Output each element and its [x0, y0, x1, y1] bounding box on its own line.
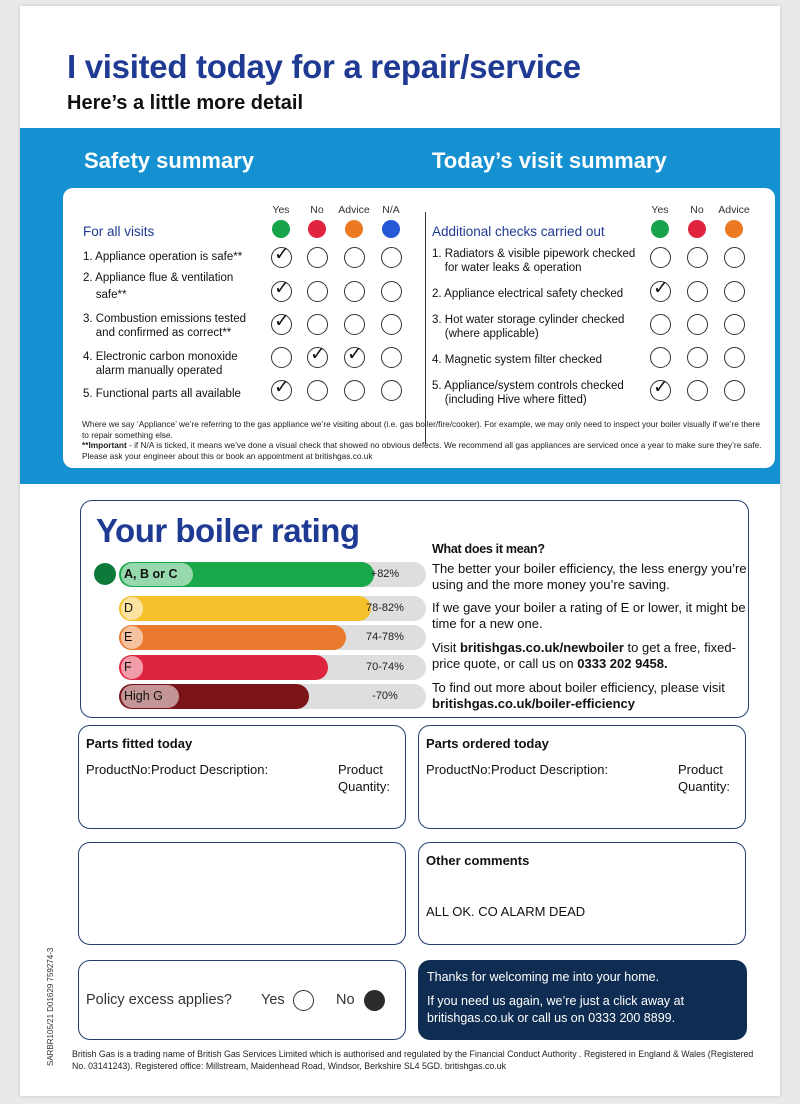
other-comments-text: ALL OK. CO ALARM DEAD — [426, 904, 586, 919]
safety-5-no-checkbox[interactable] — [307, 380, 328, 401]
disclaimer-line1: Where we say ‘Appliance’ we’re referring to the gas appliance we’re visiting about (i.e. gas boiler/fire/cooker). For example, we may only need to inspect your boiler visually if we’re there to repair something else. — [82, 419, 761, 440]
thanks-line1: Thanks for welcoming me into your home. — [427, 970, 660, 984]
safety-1-na-checkbox[interactable] — [381, 247, 402, 268]
other-comments-title: Other comments — [426, 853, 530, 868]
form-code: SARBR105/21 D01629 759274-3 — [46, 947, 55, 1066]
safety-2-no-checkbox[interactable] — [307, 281, 328, 302]
safety-section-label: For all visits — [83, 224, 155, 239]
page-subtitle: Here’s a little more detail — [67, 92, 304, 114]
parts-ordered-col1: ProductNo:Product Description: — [426, 762, 609, 777]
safety-col-na: N/A — [382, 204, 400, 216]
visit-4-yes-checkbox[interactable] — [650, 347, 671, 368]
parts-ordered-title: Parts ordered today — [426, 736, 549, 751]
visit-item-4: 4. Magnetic system filter checked — [432, 354, 603, 366]
yes-color-dot — [272, 220, 290, 238]
parts-fitted-title: Parts fitted today — [86, 736, 193, 751]
safety-item-2: 2. Appliance flue & ventilation safe** — [83, 272, 234, 301]
policy-no-label: No — [336, 992, 355, 1008]
safety-4-no-checkbox[interactable] — [307, 347, 328, 368]
visit-2-advice-checkbox[interactable] — [724, 281, 745, 302]
advice-color-dot — [345, 220, 363, 238]
safety-col-no: No — [310, 204, 324, 216]
selected-rating-marker — [94, 563, 116, 585]
visit-item-1: 1. Radiators & visible pipework checked for water leaks & operation — [432, 248, 636, 274]
safety-2-na-checkbox[interactable] — [381, 281, 402, 302]
panel-divider — [425, 212, 426, 444]
boiler-rating-title: Your boiler rating — [96, 512, 360, 549]
safety-4-na-checkbox[interactable] — [381, 347, 402, 368]
rating-band-label: High G — [124, 689, 163, 703]
rating-band-range: 70-74% — [366, 661, 404, 673]
visit-5-advice-checkbox[interactable] — [724, 380, 745, 401]
visit-2-yes-checkbox[interactable] — [650, 281, 671, 302]
p3-middle: to get a free, fixed-price quote, or call us on — [432, 640, 736, 671]
rating-band-bar — [119, 625, 346, 650]
safety-5-advice-checkbox[interactable] — [344, 380, 365, 401]
parts-fitted-col2-l1: Product — [338, 762, 383, 777]
policy-yes-label: Yes — [261, 992, 285, 1008]
visit-col-yes: Yes — [651, 204, 669, 216]
visit-col-no: No — [690, 204, 704, 216]
visit-2-no-checkbox[interactable] — [687, 281, 708, 302]
rating-band-range: 74-78% — [366, 631, 404, 643]
na-color-dot — [382, 220, 400, 238]
rating-explainer-2: If we gave your boiler a rating of E or lower, it might be time for a new one. — [432, 600, 746, 631]
rating-explainer-1: The better your boiler efficiency, the less energy you’re using and the more money you’re saving. — [432, 561, 747, 592]
policy-excess-label: Policy excess applies? — [86, 992, 232, 1008]
safety-3-yes-checkbox[interactable] — [271, 314, 292, 335]
visit-1-advice-checkbox[interactable] — [724, 247, 745, 268]
parts-fitted-col2-l2: Quantity: — [338, 779, 391, 794]
visit-item-3: 3. Hot water storage cylinder checked (where applicable) — [432, 314, 625, 340]
disclaimer-line2: - if N/A is ticked, it means we’ve done a visual check that showed no obvious defects. We recommend all gas appliances are serviced once a year to make sure they’re safe. Please ask your engineer about this or book an appointment at britishgas.co.uk — [82, 440, 762, 461]
rating-band-bar — [119, 655, 328, 680]
page-title: I visited today for a repair/service — [67, 48, 581, 85]
rating-band-label: D — [124, 601, 134, 615]
safety-summary-heading: Safety summary — [84, 148, 254, 173]
thanks-line3: britishgas.co.uk or call us on 0333 200 8899. — [427, 1011, 676, 1025]
safety-item-1: 1. Appliance operation is safe** — [83, 251, 243, 263]
blank-box — [78, 842, 406, 945]
rating-band-bar — [119, 596, 371, 621]
rating-band-range: 78-82% — [366, 602, 404, 614]
safety-item-5: 5. Functional parts all available — [83, 388, 241, 400]
rating-band-range: -70% — [372, 690, 398, 702]
policy-yes-radio[interactable] — [293, 990, 314, 1011]
safety-5-na-checkbox[interactable] — [381, 380, 402, 401]
safety-1-no-checkbox[interactable] — [307, 247, 328, 268]
safety-4-yes-checkbox[interactable] — [271, 347, 292, 368]
policy-no-radio-selected[interactable] — [364, 990, 385, 1011]
parts-ordered-col2-l1: Product — [678, 762, 723, 777]
document-page — [20, 6, 780, 1096]
thanks-line2: If you need us again, we’re just a click away at — [427, 994, 685, 1008]
rating-band-label: A, B or C — [124, 567, 178, 581]
no-color-dot — [308, 220, 326, 238]
visit-5-no-checkbox[interactable] — [687, 380, 708, 401]
safety-2-yes-checkbox[interactable] — [271, 281, 292, 302]
visit-3-advice-checkbox[interactable] — [724, 314, 745, 335]
safety-item-4: 4. Electronic carbon monoxide alarm manually operated — [83, 351, 238, 377]
rating-band-label: F — [124, 660, 132, 674]
visit-1-no-checkbox[interactable] — [687, 247, 708, 268]
safety-5-yes-checkbox[interactable] — [271, 380, 292, 401]
safety-col-advice: Advice — [338, 204, 370, 216]
rating-band-label: E — [124, 630, 133, 644]
disclaimer-important-label: **Important — [82, 440, 127, 450]
visit-no-color-dot — [688, 220, 706, 238]
safety-1-advice-checkbox[interactable] — [344, 247, 365, 268]
safety-2-advice-checkbox[interactable] — [344, 281, 365, 302]
parts-fitted-col1: ProductNo:Product Description: — [86, 762, 269, 777]
safety-1-yes-checkbox[interactable] — [271, 247, 292, 268]
visit-4-advice-checkbox[interactable] — [724, 347, 745, 368]
rating-band-range: +82% — [370, 568, 400, 580]
visit-summary-heading: Today’s visit summary — [432, 148, 667, 173]
safety-item-3: 3. Combustion emissions tested and confirmed as correct** — [83, 313, 246, 339]
parts-ordered-col2-l2: Quantity: — [678, 779, 731, 794]
visit-section-label: Additional checks carried out — [432, 224, 605, 239]
safety-3-na-checkbox[interactable] — [381, 314, 402, 335]
visit-1-yes-checkbox[interactable] — [650, 247, 671, 268]
safety-3-advice-checkbox[interactable] — [344, 314, 365, 335]
legal-footer: British Gas is a trading name of British Gas Services Limited which is authorised and regulated by the Financial Conduct Authority . Registered in England & Wales (Registered No. 03141243). Registered office: Millstream, Maidenhead Road, Windsor, Berkshire SL4 5GD. britishgas.co.uk — [72, 1049, 754, 1071]
visit-col-advice: Advice — [718, 204, 750, 216]
disclaimer-text — [82, 419, 762, 461]
visit-3-no-checkbox[interactable] — [687, 314, 708, 335]
visit-advice-color-dot — [725, 220, 743, 238]
visit-item-5: 5. Appliance/system controls checked (including Hive where fitted) — [432, 380, 624, 406]
newboiler-link[interactable]: britishgas.co.uk/newboiler — [459, 640, 624, 655]
safety-4-advice-checkbox[interactable] — [344, 347, 365, 368]
visit-3-yes-checkbox[interactable] — [650, 314, 671, 335]
safety-col-yes: Yes — [272, 204, 290, 216]
safety-3-no-checkbox[interactable] — [307, 314, 328, 335]
rating-explainer-4: To find out more about boiler efficiency, please visit — [432, 680, 725, 695]
visit-5-yes-checkbox[interactable] — [650, 380, 671, 401]
visit-yes-color-dot — [651, 220, 669, 238]
visit-4-no-checkbox[interactable] — [687, 347, 708, 368]
visit-item-2: 2. Appliance electrical safety checked — [432, 288, 624, 300]
p3-prefix: Visit — [432, 640, 460, 655]
quote-phone: 0333 202 9458. — [577, 656, 668, 671]
rating-explainer-3 — [432, 640, 752, 672]
what-does-it-mean-heading: What does it mean? — [432, 542, 545, 556]
boiler-efficiency-link[interactable]: britishgas.co.uk/boiler-efficiency — [432, 696, 635, 711]
